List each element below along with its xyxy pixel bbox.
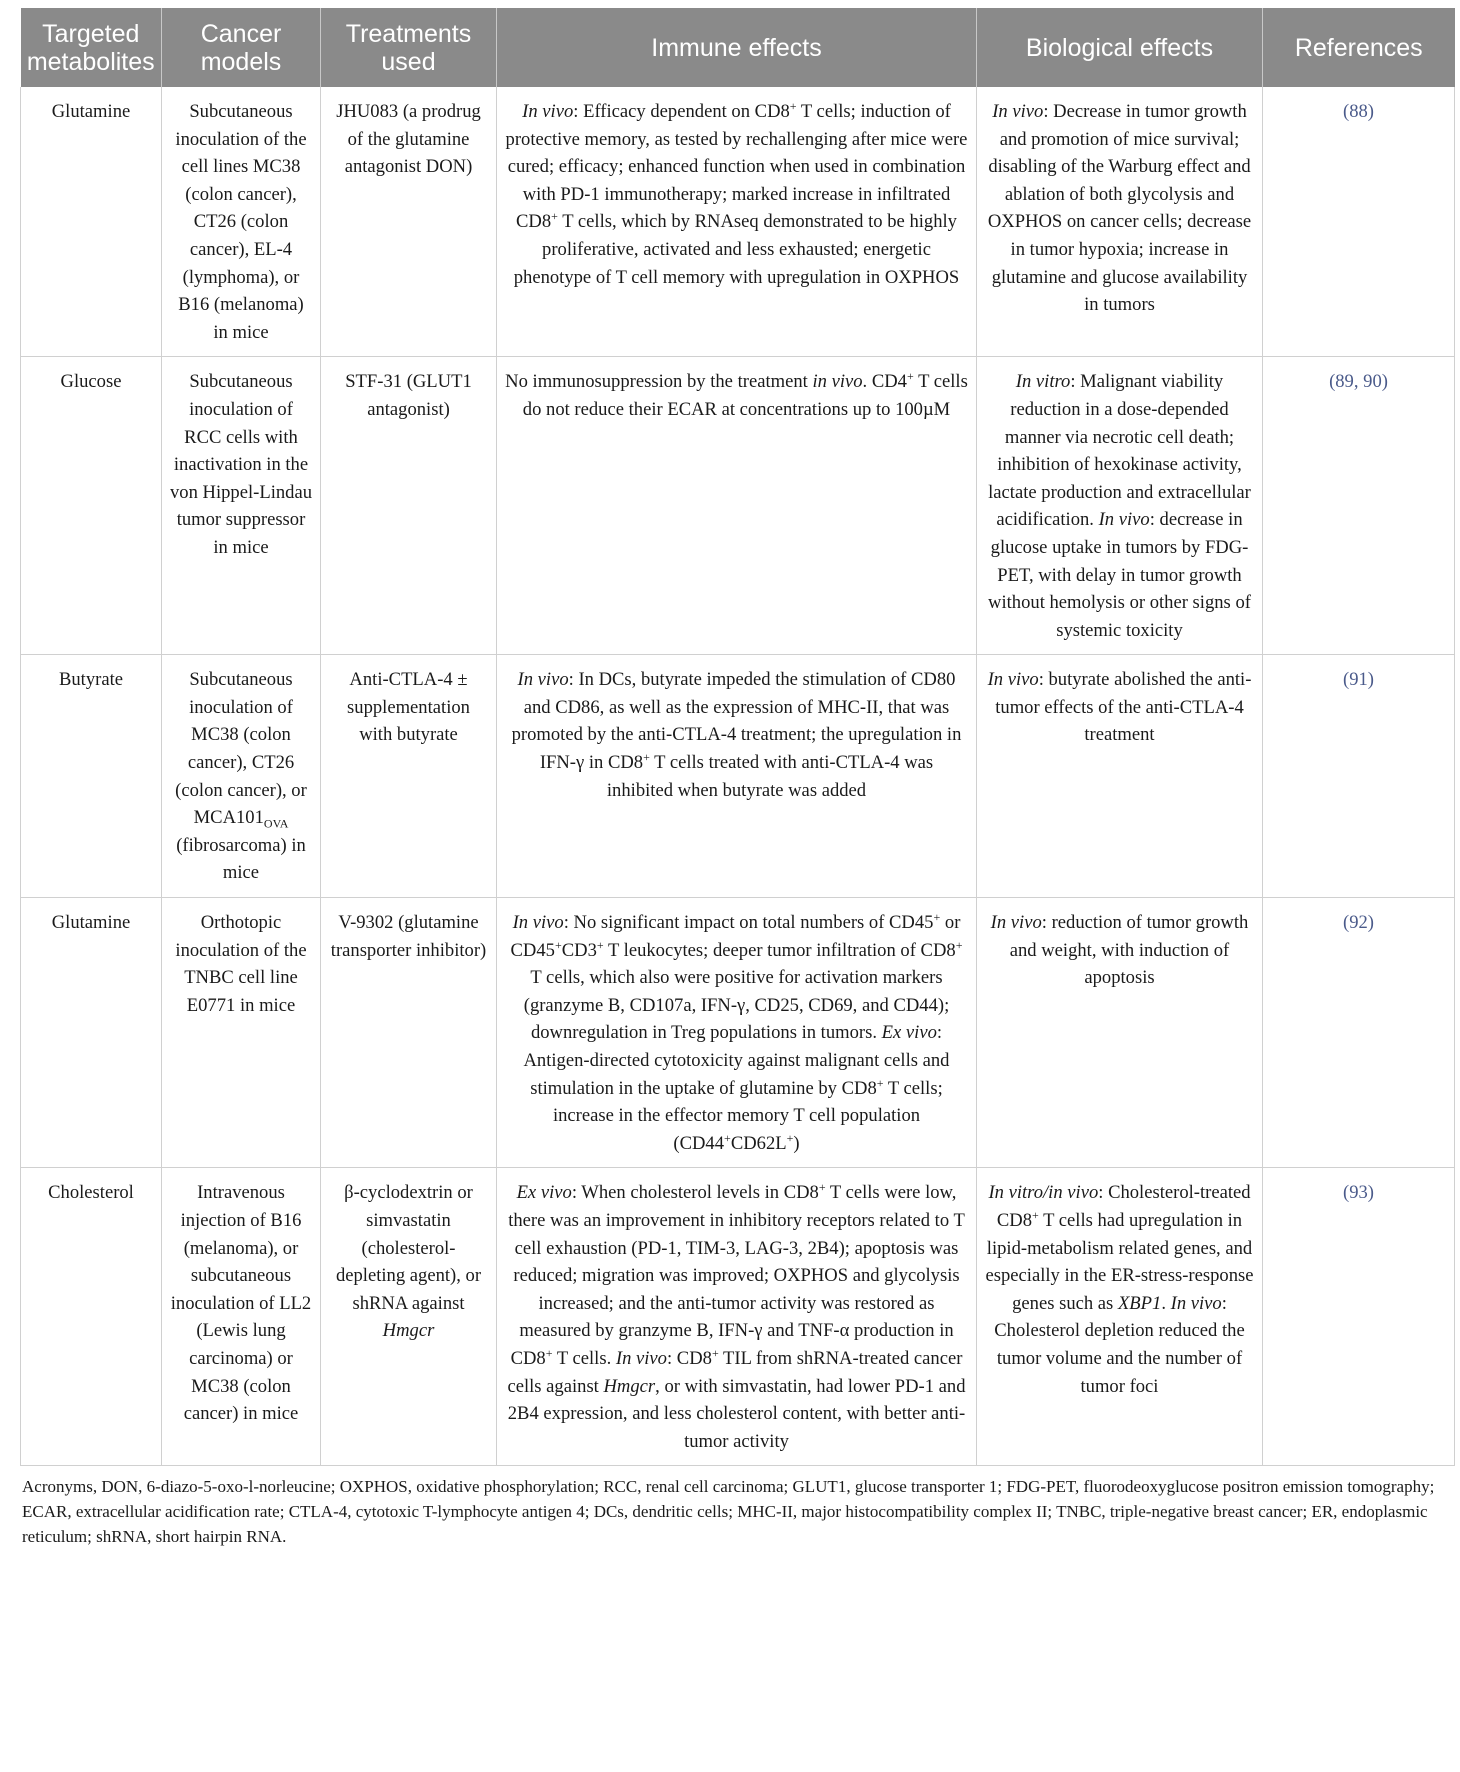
superscript: + bbox=[786, 1130, 794, 1145]
text-run: : In DCs, butyrate impeded the stimulation of CD80 and CD86, as well as the expression of MHC-II, that was promoted by the anti-CTLA-4 treatment; the upregulation in IFN-γ in CD8 bbox=[511, 669, 962, 774]
cell-metabolite: Butyrate bbox=[21, 655, 162, 898]
text-run: No immunosuppression by the treatment bbox=[505, 371, 813, 393]
header-targeted-metabolites: Targeted metabolites bbox=[21, 8, 162, 87]
cell-immune bbox=[497, 357, 977, 655]
text-run: : CD8 bbox=[666, 1347, 712, 1369]
cell-treatment bbox=[321, 1168, 497, 1466]
cell-immune bbox=[497, 898, 977, 1168]
cell-immune bbox=[497, 1168, 977, 1466]
cell-immune bbox=[497, 87, 977, 357]
cell-model: Orthotopic inoculation of the TNBC cell line E0771 in mice bbox=[162, 898, 321, 1168]
text-run: ) bbox=[793, 1132, 800, 1154]
cell-biological bbox=[977, 87, 1263, 357]
text-run: : When cholesterol levels in CD8 bbox=[571, 1182, 819, 1204]
text-run: : butyrate abolished the anti-tumor effects of the anti-CTLA-4 treatment bbox=[995, 669, 1252, 746]
cell-model: Subcutaneous inoculation of the cell lines MC38 (colon cancer), CT26 (colon cancer), EL-4 (lymphoma), or B16 (melanoma) in mice bbox=[162, 87, 321, 357]
cell-biological bbox=[977, 655, 1263, 898]
cell-metabolite: Cholesterol bbox=[21, 1168, 162, 1466]
superscript: + bbox=[1032, 1207, 1039, 1222]
text-run: T cells do not reduce their ECAR at concentrations up to 100µM bbox=[522, 371, 968, 420]
text-run: . bbox=[1161, 1292, 1171, 1314]
text-run: : Cholesterol depletion reduced the tumor volume and the number of tumor foci bbox=[994, 1292, 1245, 1397]
table-row bbox=[21, 357, 1455, 655]
header-treatments-used: Treatments used bbox=[321, 8, 497, 87]
superscript: + bbox=[789, 98, 797, 113]
italic-run: In vivo bbox=[522, 101, 574, 122]
cell-reference-link[interactable]: (93) bbox=[1263, 1168, 1455, 1466]
italic-run: In vivo bbox=[1098, 509, 1150, 531]
cell-metabolite: Glutamine bbox=[21, 898, 162, 1168]
table-row bbox=[21, 1168, 1455, 1466]
italic-run: In vivo bbox=[517, 669, 569, 691]
text-run: TIL from shRNA-treated cancer cells against bbox=[507, 1347, 963, 1397]
italic-run: in vivo bbox=[812, 371, 863, 393]
cell-biological bbox=[977, 1168, 1263, 1466]
text-run: or CD45 bbox=[510, 912, 961, 961]
text-run: (fibrosarcoma) in mice bbox=[176, 834, 306, 884]
text-run: : Efficacy dependent on CD8 bbox=[573, 101, 790, 122]
superscript: + bbox=[551, 209, 558, 224]
text-run: : Antigen-directed cytotoxicity against malignant cells and stimulation in the uptake of glutamine by CD8 bbox=[523, 1022, 950, 1099]
text-run: β-cyclodextrin or simvastatin (cholesterol-depleting agent), or shRNA against bbox=[335, 1182, 482, 1314]
cell-metabolite: Glutamine bbox=[21, 87, 162, 357]
text-run: T leukocytes; deeper tumor infiltration of CD8 bbox=[603, 939, 956, 961]
header-cancer-models: Cancer models bbox=[162, 8, 321, 87]
cell-treatment: V-9302 (glutamine transporter inhibitor) bbox=[321, 898, 497, 1168]
cell-treatment: Anti-CTLA-4 ± supplementation with butyrate bbox=[321, 655, 497, 898]
italic-run: Hmgcr bbox=[382, 1320, 435, 1342]
superscript: + bbox=[643, 749, 650, 764]
cell-biological bbox=[977, 357, 1263, 655]
text-run: T cells had upregulation in lipid-metabolism related genes, and especially in the ER-stress-response genes such as bbox=[985, 1209, 1254, 1314]
italic-run: In vivo bbox=[990, 912, 1042, 934]
cell-model: Subcutaneous inoculation of RCC cells with inactivation in the von Hippel-Lindau tumor suppressor in mice bbox=[162, 357, 321, 655]
text-run: . CD4 bbox=[862, 371, 907, 393]
table-row bbox=[21, 87, 1455, 357]
cell-reference-link[interactable]: (88) bbox=[1263, 87, 1455, 357]
cell-treatment: STF-31 (GLUT1 antagonist) bbox=[321, 357, 497, 655]
cell-treatment: JHU083 (a prodrug of the glutamine antagonist DON) bbox=[321, 87, 497, 357]
text-run: , or with simvastatin, had lower PD-1 and 2B4 expression, and less cholesterol content, with better anti-tumor activity bbox=[507, 1375, 966, 1452]
cell-model: Intravenous injection of B16 (melanoma), or subcutaneous inoculation of LL2 (Lewis lung carcinoma) or MC38 (colon cancer) in mice bbox=[162, 1168, 321, 1466]
superscript: + bbox=[545, 1345, 553, 1360]
text-run: T cells; increase in the effector memory T cell population (CD44 bbox=[552, 1077, 943, 1154]
cell-model bbox=[162, 655, 321, 898]
italic-run: In vivo bbox=[512, 912, 564, 934]
metabolite-table bbox=[20, 8, 1455, 1466]
italic-run: XBP1 bbox=[1117, 1292, 1162, 1314]
superscript: + bbox=[724, 1130, 731, 1145]
table-row bbox=[21, 898, 1455, 1168]
cell-reference-link[interactable]: (91) bbox=[1263, 655, 1455, 898]
text-run: CD3 bbox=[561, 939, 597, 961]
superscript: + bbox=[876, 1075, 884, 1090]
table-row bbox=[21, 655, 1455, 898]
text-run: T cells. bbox=[552, 1347, 616, 1369]
text-run: : No significant impact on total numbers of CD45 bbox=[563, 912, 934, 934]
header-references: References bbox=[1263, 8, 1455, 87]
header-immune-effects: Immune effects bbox=[497, 8, 977, 87]
table-container bbox=[20, 8, 1454, 1549]
text-run: CD62L bbox=[730, 1132, 787, 1154]
text-run: T cells, which also were positive for activation markers (granzyme B, CD107a, IFN-γ, CD25, CD69, and CD44); downregulation in Treg populations in tumors. bbox=[523, 967, 950, 1044]
text-run: : Cholesterol-treated CD8 bbox=[996, 1182, 1251, 1231]
superscript: + bbox=[596, 937, 604, 952]
italic-run: Hmgcr bbox=[603, 1375, 656, 1397]
superscript: + bbox=[933, 909, 941, 924]
italic-run: In vivo bbox=[615, 1347, 667, 1369]
cell-reference-link[interactable]: (89, 90) bbox=[1263, 357, 1455, 655]
header-row bbox=[21, 8, 1455, 87]
superscript: + bbox=[906, 369, 914, 384]
cell-biological bbox=[977, 898, 1263, 1168]
cell-reference-link[interactable]: (92) bbox=[1263, 898, 1455, 1168]
text-run: : Decrease in tumor growth and promotion of mice survival; disabling of the Warburg effect and ablation of both glycolysis and OXPHOS on cancer cells; decrease in tumor hypoxia; increase in glutamine and glucose availability in tumors bbox=[987, 101, 1252, 316]
superscript: + bbox=[554, 937, 562, 952]
italic-run: Ex vivo bbox=[516, 1182, 572, 1204]
text-run: : decrease in glucose uptake in tumors by FDG-PET, with delay in tumor growth without hemolysis or other signs of systemic toxicity bbox=[988, 509, 1251, 641]
superscript: + bbox=[955, 937, 963, 952]
italic-run: In vivo bbox=[987, 669, 1039, 691]
italic-run: Ex vivo bbox=[881, 1022, 937, 1044]
subscript: OVA bbox=[263, 816, 289, 831]
italic-run: In vitro/in vivo bbox=[988, 1182, 1099, 1204]
text-run: T cells were low, there was an improvement in inhibitory receptors related to T cell exhaustion (PD-1, TIM-3, LAG-3, 2B4); apoptosis was reduced; migration was improved; OXPHOS and glycolysis increased; and the anti-tumor activity was restored as measured by granzyme B, IFN-γ and TNF-α production in CD8 bbox=[508, 1182, 965, 1369]
text-run: Subcutaneous inoculation of MC38 (colon cancer), CT26 (colon cancer), or MCA101 bbox=[175, 669, 307, 829]
text-run: T cells treated with anti-CTLA-4 was inhibited when butyrate was added bbox=[606, 752, 934, 801]
superscript: + bbox=[818, 1180, 826, 1195]
header-biological-effects: Biological effects bbox=[977, 8, 1263, 87]
cell-immune bbox=[497, 655, 977, 898]
text-run: T cells, which by RNAseq demonstrated to be highly proliferative, activated and less exhausted; energetic phenotype of T cell memory with upregulation in OXPHOS bbox=[513, 211, 960, 288]
text-run: : Malignant viability reduction in a dose-depended manner via necrotic cell death; inhibition of hexokinase activity, lactate production and extracellular acidification. bbox=[988, 371, 1251, 531]
cell-metabolite: Glucose bbox=[21, 357, 162, 655]
italic-run: In vitro bbox=[1015, 371, 1071, 393]
text-run: T cells; induction of protective memory, as tested by rechallenging after mice were cured; efficacy; enhanced function when used in combination with PD-1 immunotherapy; marked increase in infiltrated CD8 bbox=[505, 101, 968, 233]
table-footnote: Acronyms, DON, 6-diazo-5-oxo-l-norleucine; OXPHOS, oxidative phosphorylation; RCC, renal cell carcinoma; GLUT1, glucose transporter 1; FDG-PET, fluorodeoxyglucose positron emission tomography; ECAR, extracellular acidification rate; CTLA-4, cytotoxic T-lymphocyte antigen 4; DCs, dendritic cells; MHC-II, major histocompatibility complex II; TNBC, triple-negative breast cancer; ER, endoplasmic reticulum; shRNA, short hairpin RNA. bbox=[22, 1477, 1435, 1547]
superscript: + bbox=[711, 1345, 719, 1360]
italic-run: In vivo bbox=[992, 101, 1044, 122]
italic-run: In vivo bbox=[1170, 1292, 1222, 1314]
text-run: : reduction of tumor growth and weight, with induction of apoptosis bbox=[1009, 912, 1249, 989]
